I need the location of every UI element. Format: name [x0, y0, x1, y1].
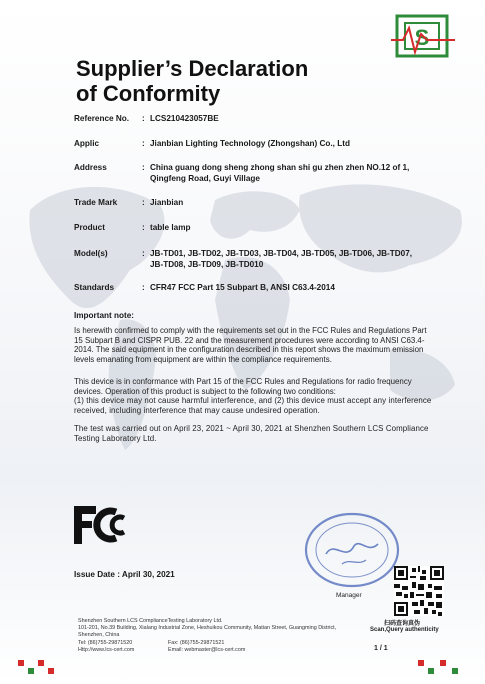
field-colon: :: [142, 198, 145, 207]
field-label: Standards: [74, 283, 115, 292]
fcc-logo-icon: [72, 504, 130, 546]
title-line-2: of Conformity: [76, 81, 221, 106]
field-label: Applic: [74, 139, 100, 148]
footer-tel: Tel: (86)755-29871520: [78, 640, 133, 646]
paragraph-conditions: (1) this device may not cause harmful interference, and (2) this device must accept any interference received, including interference that may cause undesired operation.: [74, 396, 432, 415]
field-label: Model(s): [74, 249, 108, 258]
field-label: Product: [74, 223, 105, 232]
field-colon: :: [142, 249, 145, 258]
field-value: China guang dong sheng zhong shan shi gu zhen zhen NO.12 of 1, Qingfeng Road, Guyi Village: [150, 163, 410, 183]
field-value: JB-TD01, JB-TD02, JB-TD03, JB-TD04, JB-TD05, JB-TD06, JB-TD07, JB-TD08, JB-TD09, JB-TD010: [150, 249, 413, 269]
field-colon: :: [142, 139, 145, 148]
field-colon: :: [142, 223, 145, 232]
field-label: Address: [74, 163, 107, 172]
qr-label-chinese: 扫码查询真伪: [384, 621, 421, 627]
paragraph-compliance: Is herewith confirmed to comply with the requirements set out in the FCC Rules and Regulations Part 15 Subpart B and CISPR PUB. 22 and the measurement procedures were according to ANSI C63.4-2014. The said equipment in the configuration described in this report shows the maximum emission levels emanating from equipment are within the compliance requirements.: [74, 326, 427, 364]
footer-fax: Fax: (86)755-29871521: [168, 640, 225, 646]
footer-company: Shenzhen Southern LCS ComplianceTesting Laboratory Ltd.: [78, 618, 223, 624]
field-label: Reference No.: [74, 114, 130, 123]
field-colon: :: [142, 114, 145, 123]
field-colon: :: [142, 163, 145, 172]
page-number: 1 / 1: [374, 645, 388, 652]
field-colon: :: [142, 283, 145, 292]
qr-label-english: Scan,Query authenticity: [370, 627, 439, 633]
important-note-heading: Important note:: [74, 311, 135, 320]
issue-date: Issue Date : April 30, 2021: [74, 570, 175, 579]
field-value: Jianbian: [150, 198, 184, 207]
document-title: [76, 56, 396, 106]
paragraph-test-dates: The test was carried out on April 23, 2021 ~ April 30, 2021 at Shenzhen Southern LCS Compliance Testing Laboratory Ltd.: [74, 424, 429, 443]
field-value: Jianbian Lighting Technology (Zhongshan) Co., Ltd: [150, 139, 350, 148]
field-label: Trade Mark: [74, 198, 118, 207]
lab-seal-stamp-icon: [302, 510, 402, 590]
decorative-square: [440, 660, 446, 666]
footer-address: 101-201, No.39 Building, Xialang Industrial Zone, Heshuikou Community, Matian Street, Guangming District,: [78, 625, 337, 631]
footer-city: Shenzhen, China: [78, 632, 120, 638]
decorative-square: [48, 668, 54, 674]
decorative-square: [38, 660, 44, 666]
decorative-square: [418, 660, 424, 666]
field-value: table lamp: [150, 223, 191, 232]
lcs-logo-icon: [391, 14, 455, 62]
footer-website[interactable]: Http://www.lcs-cert.com: [78, 647, 135, 653]
title-line-1: Supplier’s Declaration: [76, 56, 309, 81]
decorative-square: [452, 668, 458, 674]
paragraph-conformance: This device is in conformance with Part 15 of the FCC Rules and Regulations for radio frequency devices. Operation of this product is subject to the following two conditions:: [74, 377, 412, 396]
svg-text:S: S: [414, 25, 430, 50]
decorative-square: [28, 668, 34, 674]
manager-signature-label: Manager: [336, 592, 362, 599]
footer-email[interactable]: Email: webmaster@lcs-cert.com: [168, 647, 246, 653]
field-value: CFR47 FCC Part 15 Subpart B, ANSI C63.4-2014: [150, 283, 335, 292]
field-value: LCS210423057BE: [150, 114, 219, 123]
decorative-square: [18, 660, 24, 666]
decorative-square: [428, 668, 434, 674]
qr-code-icon[interactable]: [394, 566, 444, 616]
